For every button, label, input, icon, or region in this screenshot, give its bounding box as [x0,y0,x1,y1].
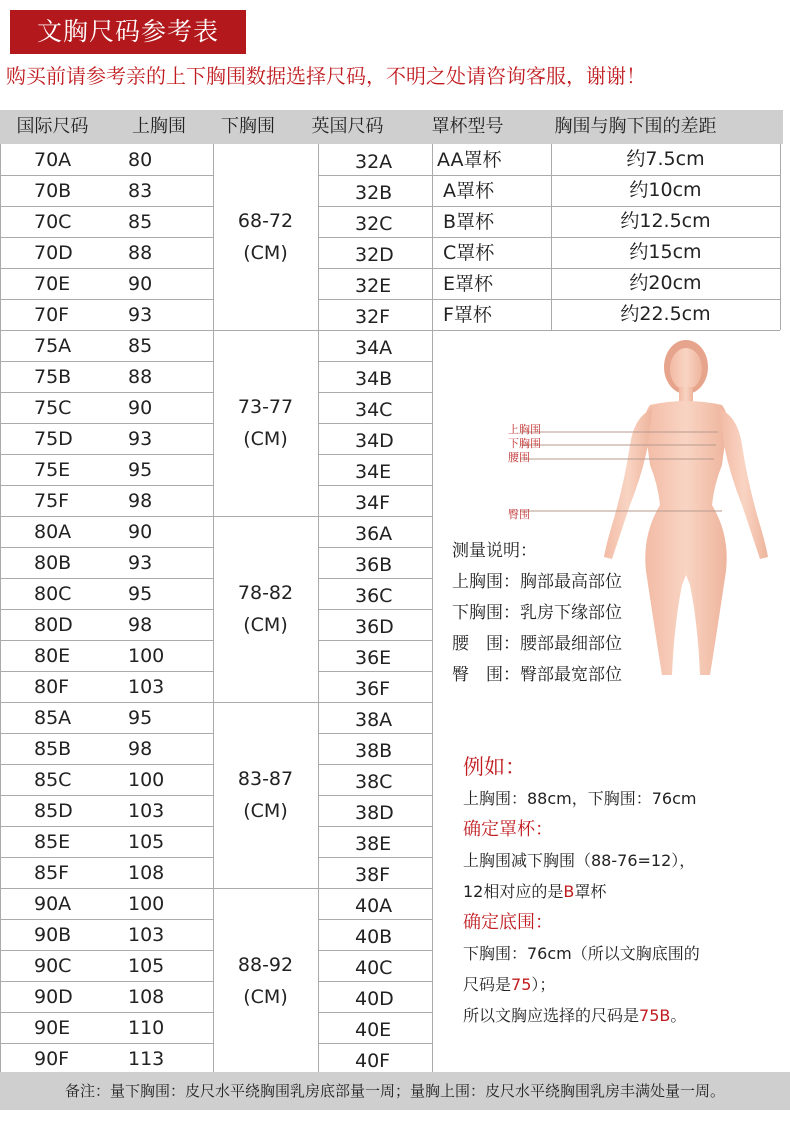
bust-difference-cell: 约10cm [629,179,702,201]
intl-size-cell: 85B [34,738,72,760]
measure-item: 臀 围：臀部最宽部位 [452,665,622,685]
text: ）； [531,975,556,994]
row-divider [318,423,432,424]
uk-size-cell: 36D [355,616,394,638]
upper-bust-cell: 100 [128,893,165,915]
row-divider [0,361,213,362]
upper-bust-cell: 93 [128,304,153,326]
intl-size-cell: 70F [34,304,70,326]
label-waist: 腰围 [508,451,530,464]
range-unit: (CM) [243,614,288,636]
label-upper-bust: 上胸围 [508,423,541,436]
upper-bust-cell: 90 [128,397,153,419]
group-divider [213,888,318,889]
uk-size-cell: 38D [355,802,394,824]
cup-table-border-right [780,144,781,330]
row-divider [0,702,213,703]
uk-size-cell: 34D [355,430,394,452]
upper-bust-cell: 105 [128,831,165,853]
row-divider [318,795,432,796]
example-line [463,1000,783,1031]
uk-size-cell: 34C [355,399,393,421]
uk-size-cell: 36A [355,523,393,545]
uk-size-cell: 32D [355,244,394,266]
upper-bust-cell: 103 [128,676,165,698]
example-line: 上胸围：88cm，下胸围：76cm [463,789,697,808]
row-divider [0,299,213,300]
uk-size-cell: 36F [355,678,391,700]
upper-bust-cell: 110 [128,1017,165,1039]
uk-size-cell: 34A [355,337,393,359]
row-divider [318,826,432,827]
uk-size-cell: 32F [355,306,391,328]
table-header [0,110,783,144]
row-divider [0,888,213,889]
upper-bust-cell: 85 [128,211,153,233]
row-divider [0,485,213,486]
intl-size-cell: 85C [34,769,72,791]
uk-size-cell: 40F [355,1050,391,1072]
row-divider [318,1012,432,1013]
range-value: 83-87 [237,768,294,790]
row-divider [318,888,432,889]
intl-size-cell: 90B [34,924,72,946]
intl-size-cell: 90E [34,1017,71,1039]
intl-size-cell: 70E [34,273,71,295]
upper-bust-cell: 83 [128,180,153,202]
row-divider [0,640,213,641]
row-divider [0,578,213,579]
highlight: 75B [639,1006,671,1025]
row-divider [0,423,213,424]
row-divider [318,516,432,517]
row-divider [0,609,213,610]
range-unit: (CM) [243,242,288,264]
intl-size-cell: 80B [34,552,72,574]
uk-size-cell: 40D [355,988,394,1010]
header-intl-size: 国际尺码 [16,116,89,137]
upper-bust-cell: 108 [128,862,165,884]
intl-size-cell: 90D [34,986,73,1008]
under-bust-range [213,949,318,1013]
example-line [463,969,783,1000]
text: 尺码是 [463,975,512,994]
intl-size-cell: 75A [34,335,72,357]
row-divider [0,516,213,517]
intl-size-cell: 90A [34,893,72,915]
uk-size-cell: 38E [355,833,392,855]
uk-size-cell: 40C [355,957,393,979]
under-bust-range [213,577,318,641]
measurement-notes [452,536,712,691]
intl-size-cell: 70C [34,211,72,233]
upper-bust-cell: 103 [128,800,165,822]
row-divider [318,206,432,207]
range-unit: (CM) [243,800,288,822]
cup-type-cell: F罩杯 [443,304,492,326]
uk-size-cell: 34E [355,461,392,483]
row-divider [318,764,432,765]
intl-size-cell: 70A [34,149,72,171]
bust-difference-cell: 约12.5cm [620,210,711,232]
cup-type-cell: B罩杯 [443,211,495,233]
row-divider [0,206,213,207]
cup-type-cell: A罩杯 [443,180,494,202]
upper-bust-cell: 108 [128,986,165,1008]
row-divider [318,361,432,362]
row-divider [0,919,213,920]
example-title: 例如： [463,755,526,779]
row-divider [0,175,213,176]
uk-size-cell: 36B [355,554,393,576]
example-section [463,752,783,1031]
uk-size-cell: 34F [355,492,391,514]
row-divider [318,547,432,548]
row-divider [0,392,213,393]
highlight: 75 [511,975,532,994]
row-divider [318,392,432,393]
upper-bust-cell: 98 [128,490,153,512]
upper-bust-cell: 100 [128,769,165,791]
cup-type-cell: E罩杯 [443,273,494,295]
group-divider [213,330,318,331]
row-divider [318,1043,432,1044]
uk-size-cell: 38F [355,864,391,886]
row-divider [0,1043,213,1044]
highlight: B [563,882,575,901]
intl-size-cell: 80F [34,676,70,698]
intl-size-cell: 75D [34,428,73,450]
under-bust-range [213,205,318,269]
upper-bust-cell: 88 [128,366,153,388]
row-divider [0,826,213,827]
bust-difference-cell: 约22.5cm [620,303,711,325]
row-divider [318,485,432,486]
upper-bust-cell: 95 [128,459,153,481]
cup-type-cell: AA罩杯 [437,149,502,171]
row-divider [318,950,432,951]
bust-difference-cell: 约15cm [629,241,702,263]
cup-row-divider [432,330,780,331]
header-under-bust: 下胸围 [221,116,275,137]
intl-size-cell: 70B [34,180,72,202]
intl-size-cell: 80C [34,583,72,605]
measure-item: 腰 围：腰部最细部位 [452,634,622,654]
row-divider [318,671,432,672]
row-divider [318,454,432,455]
row-divider [318,702,432,703]
measure-item: 上胸围：胸部最高部位 [452,572,622,592]
upper-bust-cell: 100 [128,645,165,667]
uk-size-cell: 32A [355,151,393,173]
row-divider [318,299,432,300]
row-divider [318,981,432,982]
row-divider [0,981,213,982]
intl-size-cell: 70D [34,242,73,264]
range-value: 78-82 [237,582,294,604]
row-divider [318,640,432,641]
header-cup-type: 罩杯型号 [431,116,504,137]
upper-bust-cell: 85 [128,335,153,357]
row-divider [0,237,213,238]
bust-difference-cell: 约7.5cm [626,148,705,170]
under-bust-range [213,391,318,455]
group-divider [213,702,318,703]
row-divider [318,578,432,579]
upper-bust-cell: 98 [128,738,153,760]
example-line [463,876,783,907]
cup-type-cell: C罩杯 [443,242,495,264]
uk-size-cell: 40E [355,1019,392,1041]
row-divider [0,268,213,269]
upper-bust-cell: 93 [128,552,153,574]
uk-size-cell: 32C [355,213,393,235]
intl-size-cell: 90C [34,955,72,977]
row-divider [0,454,213,455]
intl-size-cell: 80A [34,521,72,543]
uk-size-cell: 38B [355,740,393,762]
row-divider [0,330,213,331]
intl-size-cell: 85A [34,707,72,729]
label-under-bust: 下胸围 [508,437,541,450]
table-divider [432,144,433,1074]
measure-title: 测量说明： [452,541,537,561]
example-line: 下胸围：76cm（所以文胸底围的 [463,944,700,963]
upper-bust-cell: 93 [128,428,153,450]
uk-size-cell: 34B [355,368,393,390]
row-divider [0,547,213,548]
measure-item: 下胸围：乳房下缘部位 [452,603,622,623]
uk-size-cell: 38C [355,771,393,793]
range-value: 68-72 [237,210,294,232]
upper-bust-cell: 88 [128,242,153,264]
upper-bust-cell: 98 [128,614,153,636]
header-uk-size: 英国尺码 [311,116,384,137]
upper-bust-cell: 95 [128,707,153,729]
intl-size-cell: 90F [34,1048,70,1070]
uk-size-cell: 38A [355,709,393,731]
row-divider [318,609,432,610]
text: 12相对应的是 [463,882,564,901]
text: 所以文胸应选择的尺码是 [463,1006,640,1025]
uk-size-cell: 36C [355,585,393,607]
group-divider [213,516,318,517]
under-bust-range [213,763,318,827]
range-value: 88-92 [237,954,294,976]
upper-bust-cell: 105 [128,955,165,977]
page-title: 文胸尺码参考表 [10,10,246,54]
row-divider [318,330,432,331]
band-title: 确定底围： [463,912,553,933]
example-line: 上胸围减下胸围（88-76=12）， [463,851,696,870]
row-divider [318,919,432,920]
bust-difference-cell: 约20cm [629,272,702,294]
upper-bust-cell: 80 [128,149,153,171]
intl-size-cell: 80E [34,645,71,667]
upper-bust-cell: 90 [128,273,153,295]
uk-size-cell: 32E [355,275,392,297]
page-subtitle: 购买前请参考亲的上下胸围数据选择尺码，不明之处请咨询客服，谢谢！ [6,64,646,88]
row-divider [0,795,213,796]
uk-size-cell: 40A [355,895,393,917]
uk-size-cell: 40B [355,926,393,948]
row-divider [318,857,432,858]
footer-note: 备注：量下胸围：皮尺水平绕胸围乳房底部量一周；量胸上围：皮尺水平绕胸围乳房丰满处量一周。 [0,1072,790,1110]
intl-size-cell: 80D [34,614,73,636]
intl-size-cell: 75E [34,459,71,481]
intl-size-cell: 85D [34,800,73,822]
upper-bust-cell: 95 [128,583,153,605]
row-divider [318,268,432,269]
header-bust-difference: 胸围与胸下围的差距 [554,116,717,137]
row-divider [0,671,213,672]
intl-size-cell: 75B [34,366,72,388]
intl-size-cell: 75C [34,397,72,419]
range-unit: (CM) [243,986,288,1008]
uk-size-cell: 32B [355,182,393,204]
upper-bust-cell: 113 [128,1048,165,1070]
header-upper-bust: 上胸围 [132,116,186,137]
upper-bust-cell: 103 [128,924,165,946]
text: 罩杯 [574,882,607,901]
range-value: 73-77 [237,396,294,418]
row-divider [318,733,432,734]
row-divider [0,733,213,734]
intl-size-cell: 85F [34,862,70,884]
row-divider [318,175,432,176]
label-hip: 臀围 [508,508,530,521]
row-divider [0,764,213,765]
intl-size-cell: 85E [34,831,71,853]
row-divider [318,237,432,238]
row-divider [0,857,213,858]
intl-size-cell: 75F [34,490,70,512]
row-divider [0,1012,213,1013]
upper-bust-cell: 90 [128,521,153,543]
uk-size-cell: 36E [355,647,392,669]
cup-title: 确定罩杯： [463,819,553,840]
text: 。 [670,1006,687,1025]
row-divider [0,950,213,951]
range-unit: (CM) [243,428,288,450]
